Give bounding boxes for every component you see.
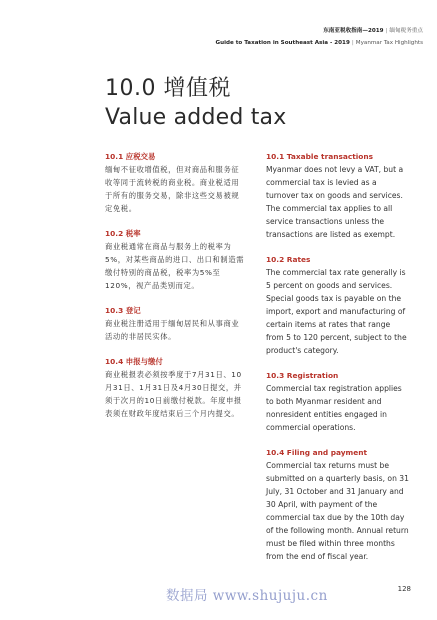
section-body: 商业税报表必须按季度于7月31日、10月31日、1月31日及4月30日提交，并须于次月的10日前缴付税款。年度申报表须在财政年度结束后三个月内提交。 xyxy=(105,370,242,418)
chapter-title xyxy=(105,74,286,132)
section-registration-en xyxy=(266,370,409,434)
section-body: The commercial tax rate generally is 5 percent on goods and services. Special goods tax is payable on the import, export and manufacturing of certain items at rates that range from 5 to 120 percent, subject to the product's category. xyxy=(266,268,407,355)
section-heading: 10.1 Taxable transactions xyxy=(266,152,374,161)
section-heading: 10.4 申报与缴付 xyxy=(105,357,163,366)
watermark: 数据局 www.shujuju.cn xyxy=(166,588,328,604)
section-rates-zh xyxy=(105,228,245,292)
section-heading: 10.2 税率 xyxy=(105,229,141,238)
section-rates-en xyxy=(266,254,409,357)
section-taxable-transactions-zh xyxy=(105,151,245,215)
section-body: Commercial tax returns must be submitted on a quarterly basis, on 31 July, 31 October and 31 January and 30 April, with payment of the commercial tax due by the 10th day of the following month. Annual return must be filed within three months from the end of fiscal year. xyxy=(266,461,409,561)
running-header xyxy=(216,25,423,49)
header-separator: | xyxy=(351,40,354,46)
section-filing-zh xyxy=(105,356,245,420)
english-column xyxy=(266,151,409,576)
header-separator: | xyxy=(385,28,388,34)
header-country-en: Myanmar Tax Highlights xyxy=(355,40,423,46)
section-registration-zh xyxy=(105,305,245,343)
section-body: 缅甸不征收增值税，但对商品和服务征收等同于流转税的商业税。商业税适用于所有的服务交易，除非这些交易被规定免税。 xyxy=(105,165,240,213)
section-body: 商业税通常在商品与服务上的税率为5%，对某些商品的进口、出口和制造需缴付特别的商品税，税率为5%至120%，视产品类别而定。 xyxy=(105,242,245,290)
section-heading: 10.3 登记 xyxy=(105,306,141,315)
section-taxable-transactions-en xyxy=(266,151,409,241)
chapter-title-en: Value added tax xyxy=(105,105,287,130)
chapter-title-zh: 10.0 增值税 xyxy=(105,76,231,101)
header-line-chinese xyxy=(216,25,423,37)
section-body: Commercial tax registration applies to both Myanmar resident and nonresident entities engaged in commercial operations. xyxy=(266,384,402,432)
chinese-column xyxy=(105,151,245,433)
header-guide-title-en: Guide to Taxation in Southeast Asia - 2019 xyxy=(215,40,350,46)
page-number: 128 xyxy=(397,585,411,593)
section-heading: 10.4 Filing and payment xyxy=(266,448,368,457)
header-line-english xyxy=(216,37,423,49)
section-filing-en xyxy=(266,447,409,563)
section-heading: 10.2 Rates xyxy=(266,255,311,264)
section-body: Myanmar does not levy a VAT, but a commercial tax is levied as a turnover tax on goods and services. The commercial tax applies to all service transactions unless the transactions are listed as exempt. xyxy=(266,165,404,239)
header-country-zh: 缅甸税务重点 xyxy=(389,28,423,34)
header-guide-title-zh: 东南亚税收指南—2019 xyxy=(323,28,384,34)
section-body: 商业税注册适用于缅甸居民和从事商业活动的非居民实体。 xyxy=(105,319,240,341)
section-heading: 10.1 应税交易 xyxy=(105,152,156,161)
section-heading: 10.3 Registration xyxy=(266,371,339,380)
